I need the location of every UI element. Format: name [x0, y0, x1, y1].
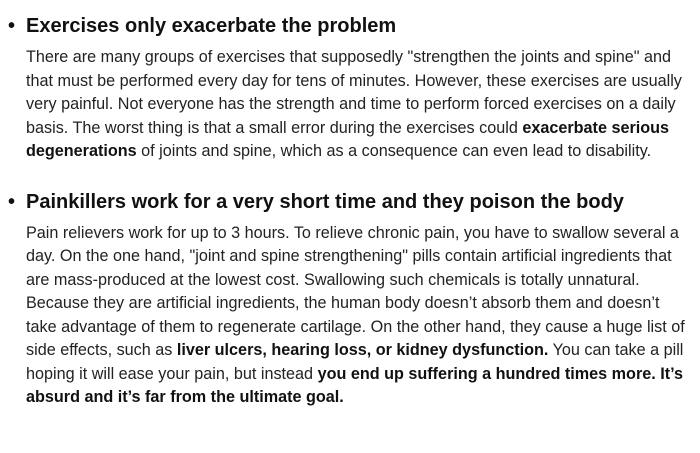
bold-text-segment: liver ulcers, hearing loss, or kidney dysfunction.: [176, 341, 549, 359]
text-segment: of joints and spine, which as a consequence can even lead to disability.: [136, 142, 652, 160]
text-segment: You can take a pill hoping it will ease your pain, but instead: [26, 341, 684, 383]
bullet-icon: •: [8, 15, 16, 37]
bold-text-segment: exacerbate serious degenerations: [26, 118, 670, 160]
section-heading: Exercises only exacerbate the problem: [26, 15, 397, 37]
text-segment: Pain relievers work for up to 3 hours. To relieve chronic pain, you have to swallow several a day. On the one hand, "joint and spine strengthening" pills contain artificial ingredients that are mass-produced at the lowest cost. Swallowing such chemicals is totally unnatural. Because they are artificial ingredients, the human body doesn’t absorb them and doesn’t take advantage of them to regenerate cartilage. On the other hand, they cause a huge list of side effects, such as: [26, 223, 685, 359]
section-heading: Painkillers work for a very short time and they poison the body: [26, 190, 624, 213]
bullet-icon: •: [8, 190, 16, 213]
bold-text-segment: you end up suffering a hundred times more. It’s absurd and it’s far from the ultimate goal.: [26, 364, 684, 406]
text-segment: There are many groups of exercises that supposedly "strengthen the joints and spine" and that must be performed every day for tens of minutes. However, these exercises are usually very painful. Not everyone has the strength and time to perform forced exercises on a daily basis. The worst thing is that a small error during the exercises could: [26, 48, 682, 137]
list-item-painkillers: [0, 164, 700, 410]
list-item-exercises: [0, 0, 700, 164]
section-paragraph: [26, 222, 688, 410]
section-paragraph: [26, 46, 688, 164]
